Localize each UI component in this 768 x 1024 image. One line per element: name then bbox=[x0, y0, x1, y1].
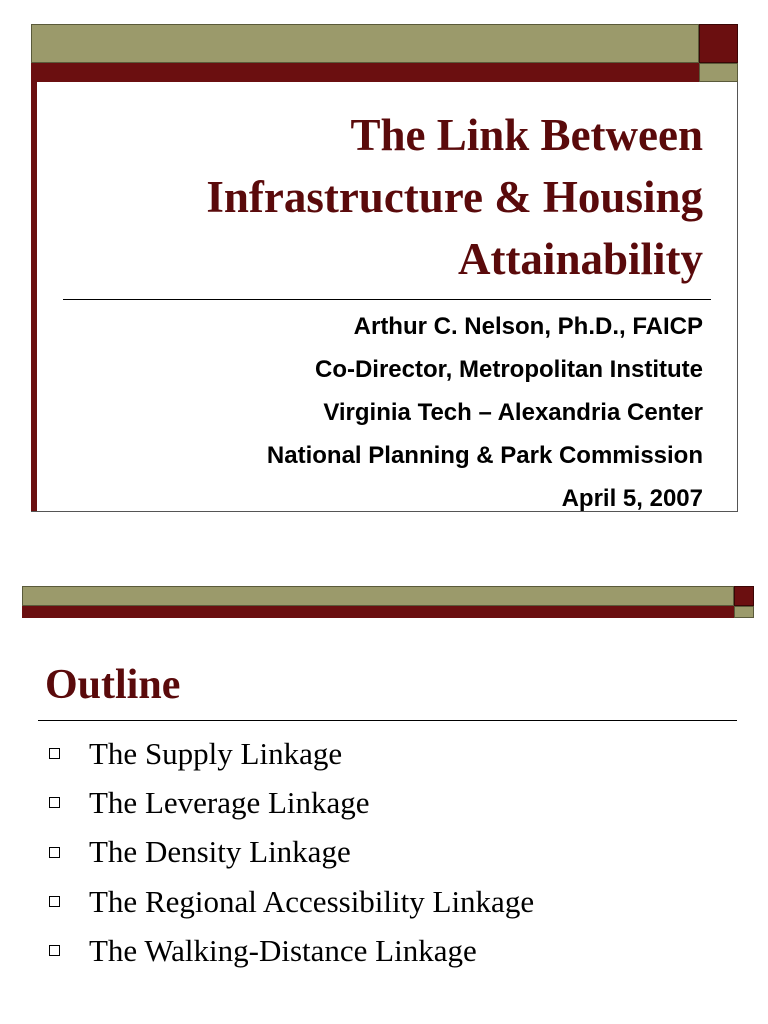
list-item-label: The Regional Accessibility Linkage bbox=[89, 883, 535, 919]
right-border-line bbox=[737, 82, 738, 512]
presenter-role: Co-Director, Metropolitan Institute bbox=[314, 356, 703, 383]
list-item bbox=[45, 778, 534, 827]
presentation-date: April 5, 2007 bbox=[561, 485, 703, 512]
hollow-square-bullet-icon bbox=[49, 797, 60, 808]
presenter-name: Arthur C. Nelson, Ph.D., FAICP bbox=[353, 313, 703, 340]
presenter-info bbox=[60, 305, 703, 520]
hollow-square-bullet-icon bbox=[49, 945, 60, 956]
header-maroon-square bbox=[734, 586, 754, 606]
list-item-label: The Supply Linkage bbox=[89, 735, 343, 771]
outline-title: Outline bbox=[45, 662, 181, 708]
list-item bbox=[45, 926, 534, 975]
title-line-1: The Link Between bbox=[350, 110, 703, 160]
header-olive-bar bbox=[31, 24, 699, 63]
header-olive-square bbox=[699, 63, 738, 82]
header-olive-bar bbox=[22, 586, 734, 606]
left-accent-bar bbox=[31, 82, 37, 512]
hollow-square-bullet-icon bbox=[49, 847, 60, 858]
list-item bbox=[45, 828, 534, 877]
header-olive-square bbox=[734, 606, 754, 618]
presentation-title bbox=[60, 104, 703, 290]
outline-divider bbox=[38, 720, 737, 721]
title-line-3: Attainability bbox=[457, 234, 703, 284]
hollow-square-bullet-icon bbox=[49, 748, 60, 759]
hollow-square-bullet-icon bbox=[49, 896, 60, 907]
title-line-2: Infrastructure & Housing bbox=[206, 172, 703, 222]
presenter-affiliation: Virginia Tech – Alexandria Center bbox=[323, 399, 703, 426]
list-item-label: The Density Linkage bbox=[89, 834, 351, 870]
event-name: National Planning & Park Commission bbox=[266, 442, 703, 469]
list-item-label: The Leverage Linkage bbox=[89, 784, 370, 820]
list-item bbox=[45, 729, 534, 778]
list-item-label: The Walking-Distance Linkage bbox=[89, 932, 477, 968]
header-maroon-square bbox=[699, 24, 738, 63]
outline-list bbox=[45, 729, 534, 975]
header-maroon-bar bbox=[22, 606, 734, 618]
list-item bbox=[45, 877, 534, 926]
title-divider bbox=[63, 299, 711, 300]
header-maroon-bar bbox=[31, 63, 699, 82]
